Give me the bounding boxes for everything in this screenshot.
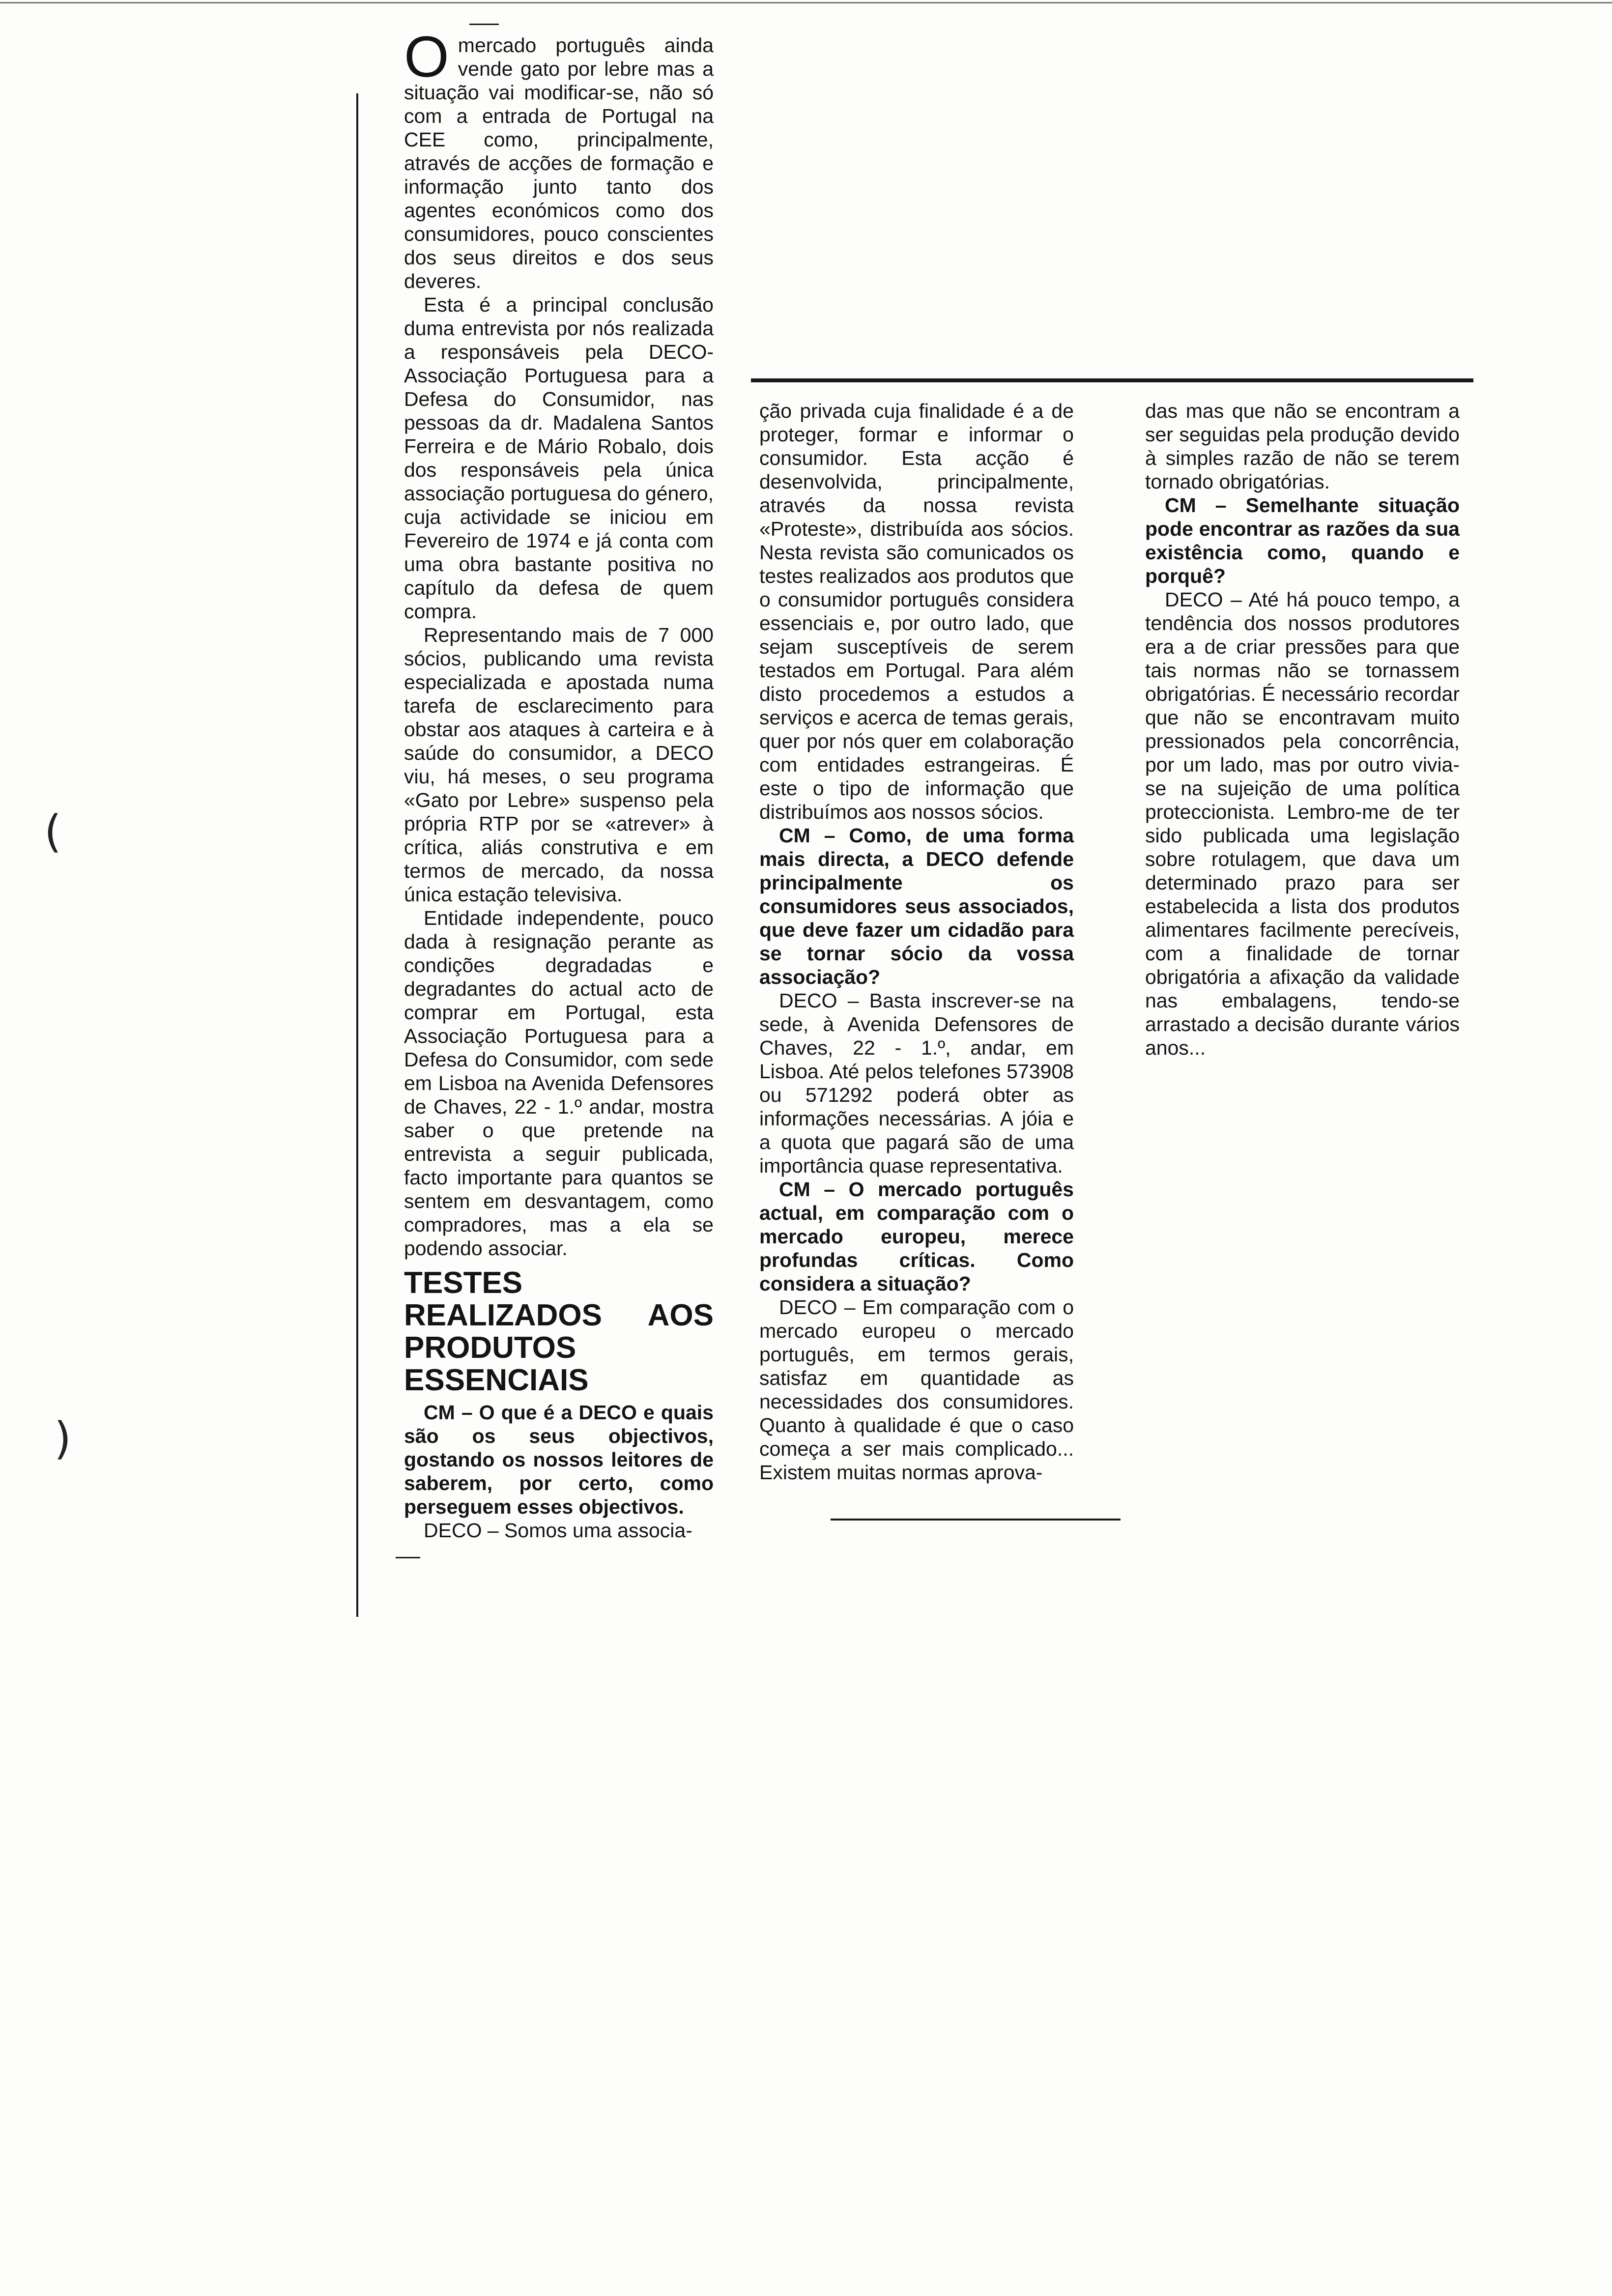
interview-answer: DECO – Basta inscrever-se na sede, à Avenida Defensores de Chaves, 22 - 1.º, andar, em Lisboa. Até pelos telefones 573908 ou 571292 poderá obter as informações necessárias. A jóia e a quota que pagará são de uma importância quase representativa. xyxy=(759,989,1074,1177)
interview-question: CM – Semelhante situação pode encontrar as razões da sua existência como, quando e porquê? xyxy=(1145,494,1460,587)
center-bottom-rule xyxy=(831,1519,1121,1521)
drop-cap: O xyxy=(404,25,449,89)
interview-answer: DECO – Em comparação com o mercado europeu o mercado português, em termos gerais, satisfaz em quantidade as necessidades dos consumidores. Quanto à qualidade é que o caso começa a ser mais complicado... Existem muitas normas aprova- xyxy=(759,1296,1074,1484)
body-paragraph: Representando mais de 7 000 sócios, publicando uma revista especializada e apostada numa tarefa de esclarecimento para obstar aos ataques à carteira e à saúde do consumidor, a DECO viu, há meses, o seu programa «Gato por Lebre» suspenso pela própria RTP por se «atrever» à crítica, aliás construtiva e em termos de mercado, da nossa única estação televisiva. xyxy=(404,624,714,906)
interview-answer: DECO – Somos uma associa- xyxy=(424,1519,692,1542)
article-column-1 xyxy=(404,25,714,1542)
short-bottom-rule xyxy=(396,1557,420,1558)
top-small-rule xyxy=(469,24,499,25)
intro-paragraph: mercado português ainda vende gato por lebre mas a situação vai modificar-se, não só com a entrada de Portugal na CEE como, principalmente, através de acções de formação e informação junto tanto dos agentes económicos como dos consumidores, pouco conscientes dos seus direitos e dos seus deveres. xyxy=(404,34,714,292)
body-paragraph: Entidade independente, pouco dada à resignação perante as condições degradadas e degradantes do actual acto de comprar em Portugal, esta Associação Portuguesa para a Defesa do Consumidor, com sede em Lisboa na Avenida Defensores de Chaves, 22 - 1.º andar, mostra saber o que pretende na entrevista a seguir publicada, facto importante para quantos se sentem em desvantagem, como compradores, mas a ela se podendo associar. xyxy=(404,907,714,1260)
left-column-rule xyxy=(356,93,358,1617)
center-top-rule xyxy=(751,378,1473,382)
top-edge-rule xyxy=(0,2,1612,3)
scan-mark-top: ( xyxy=(44,806,62,858)
scan-mark-bottom: ) xyxy=(54,1413,72,1464)
interview-answer: ção privada cuja finalidade é a de proteger, formar e informar o consumidor. Esta acção é desenvolvida, principalmente, através da nossa revista «Proteste», distribuída aos sócios. Nesta revista são comunicados os testes realizados aos produtos que o consumidor português considera essenciais e, por outro lado, que sejam susceptíveis de serem testados em Portugal. Para além disto procedemos a estudos a serviços e acerca de temas gerais, quer por nós quer em colaboração com entidades estrangeiras. É este o tipo de informação que distribuímos aos nossos sócios. xyxy=(759,400,1074,823)
body-paragraph: Esta é a principal conclusão duma entrevista por nós realizada a responsáveis pela DECO-Associação Portuguesa para a Defesa do Consumidor, nas pessoas da dr. Madalena Santos Ferreira e de Mário Robalo, dois dos responsáveis pela única associação portuguesa do género, cuja actividade se iniciou em Fevereiro de 1974 e já conta com uma obra bastante positiva no capítulo da defesa de quem compra. xyxy=(404,293,714,623)
article-column-3 xyxy=(1145,399,1460,1060)
interview-question: CM – O que é a DECO e quais são os seus objectivos, gostando os nossos leitores de saberem, por certo, como perseguem esses objectivos. xyxy=(404,1401,714,1518)
article-column-2 xyxy=(759,399,1074,1484)
interview-answer: DECO – Até há pouco tempo, a tendência dos nossos produtores era a de criar pressões para que tais normas não se tornassem obrigatórias. É necessário recordar que não se encontravam muito pressionados pela concorrência, por um lado, mas por outro vivia-se na sujeição de uma política proteccionista. Lembro-me de ter sido publicada uma legislação sobre rotulagem, que dava um determinado prazo para ser estabelecida a lista dos produtos alimentares facilmente perecíveis, com a finalidade de tornar obrigatória a afixação da validade nas embalagens, tendo-se arrastado a decisão durante vários anos... xyxy=(1145,588,1460,1059)
interview-answer: das mas que não se encontram a ser seguidas pela produção devido à simples razão de não se terem tornado obrigatórias. xyxy=(1145,400,1460,493)
section-heading: TESTES REALIZADOS AOS PRODUTOS ESSENCIAIS xyxy=(404,1266,714,1397)
interview-question: CM – O mercado português actual, em comparação com o mercado europeu, merece profundas críticas. Como considera a situação? xyxy=(759,1178,1074,1295)
interview-question: CM – Como, de uma forma mais directa, a DECO defende principalmente os consumidores seus associados, que deve fazer um cidadão para se tornar sócio da vossa associação? xyxy=(759,824,1074,988)
